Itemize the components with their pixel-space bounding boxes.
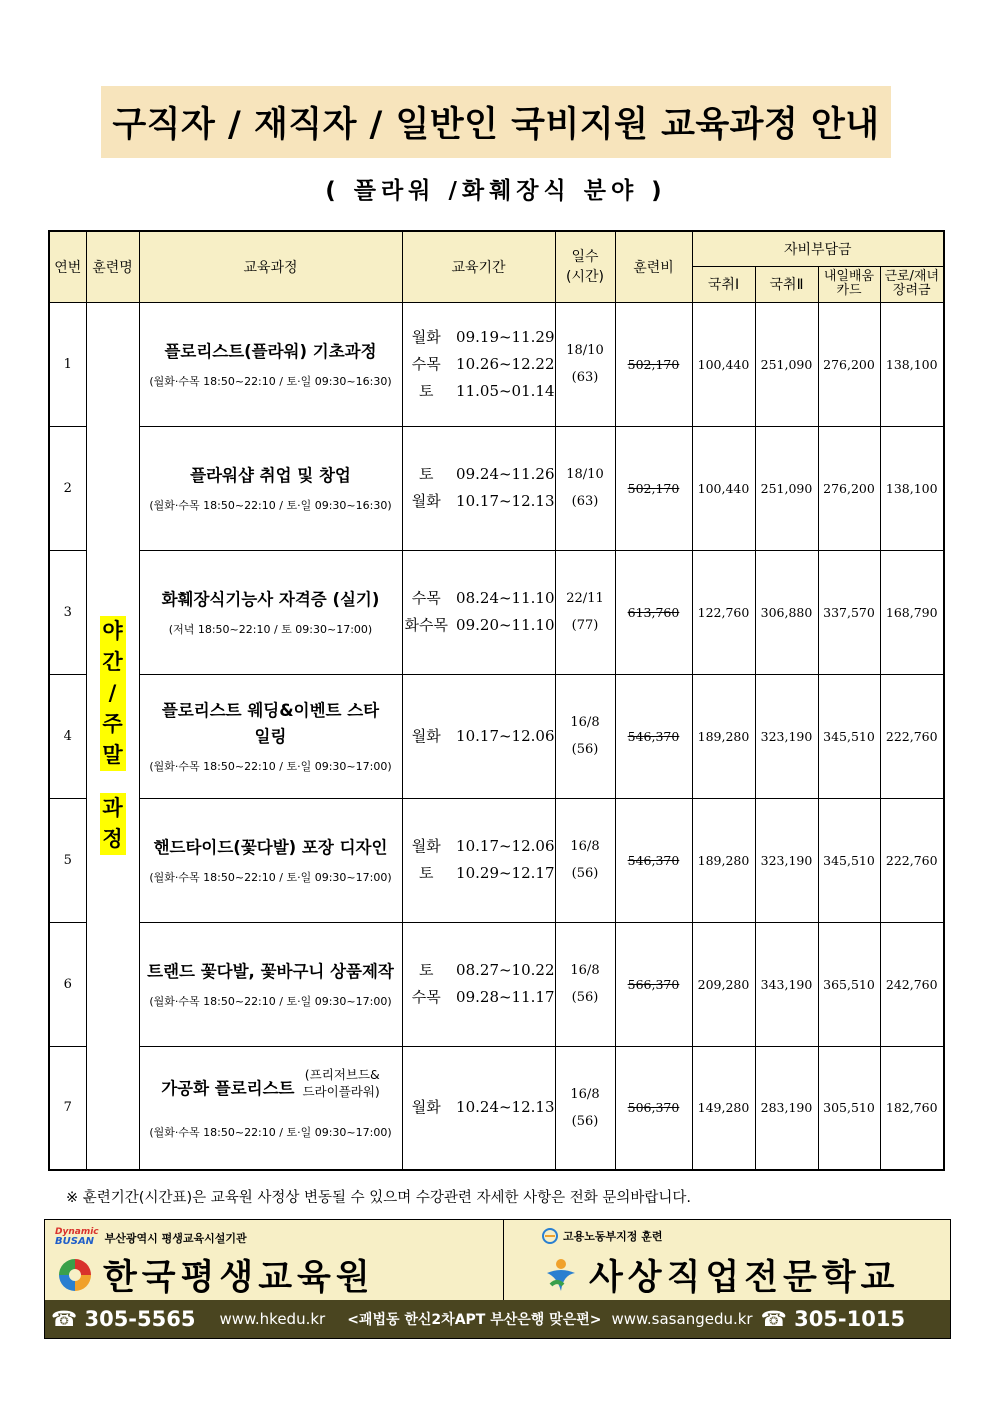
worker-cell: 182,760	[880, 1046, 944, 1170]
logo-top-text: Dynamic	[55, 1227, 99, 1237]
days-cell	[555, 426, 615, 550]
days-cell	[555, 674, 615, 798]
days-cell	[555, 302, 615, 426]
period-line	[403, 488, 555, 515]
page-subtitle: ( 플라워 /화훼장식 분야 )	[325, 178, 667, 204]
course-name: 화훼장식기능사 자격증 (실기)	[161, 590, 380, 609]
days-value: 18/10	[566, 343, 604, 358]
right-sub-label: 고용노동부지정 훈련	[563, 1230, 663, 1243]
fee-cell: 506,370	[615, 1046, 692, 1170]
sasang-logo-icon	[541, 1255, 581, 1295]
period-date: 09.28~11.17	[456, 988, 555, 1006]
row-number: 2	[49, 426, 86, 550]
footer-right-subtitle	[541, 1228, 662, 1244]
footer-left-subtitle	[55, 1228, 247, 1247]
row-number: 7	[49, 1046, 86, 1170]
training-name-char: 과	[100, 793, 126, 824]
course-cell	[139, 426, 402, 550]
period-date: 08.27~10.22	[456, 961, 555, 979]
table-row	[49, 302, 944, 426]
fee-cell: 546,370	[615, 798, 692, 922]
training-name-char: 주	[100, 709, 126, 740]
period-line	[403, 351, 555, 378]
header-training-name: 훈련명	[86, 231, 139, 302]
footer-right-name	[541, 1250, 899, 1300]
course-name: 트랜드 꽃다발, 꽃바구니 상품제작	[147, 962, 394, 981]
period-cell	[402, 550, 555, 674]
fee-cell: 613,760	[615, 550, 692, 674]
training-name-cell	[86, 302, 139, 1170]
national2-cell: 343,190	[755, 922, 818, 1046]
period-date: 10.29~12.17	[456, 864, 555, 882]
footer	[44, 1219, 951, 1339]
course-time: (저녁 18:50~22:10 / 토 09:30~17:00)	[168, 623, 373, 636]
course-cell	[139, 922, 402, 1046]
header-days: 일수 (시간)	[555, 231, 615, 302]
header-self-pay: 자비부담금	[692, 231, 944, 266]
national2-cell: 283,190	[755, 1046, 818, 1170]
period-date: 11.05~01.14	[456, 381, 555, 400]
period-day: 월화	[411, 492, 441, 510]
course-cell	[139, 674, 402, 798]
course-cell	[139, 1046, 402, 1170]
period-cell	[402, 302, 555, 426]
national2-cell: 251,090	[755, 302, 818, 426]
table-row	[49, 674, 944, 798]
header-national1: 국취Ⅰ	[692, 266, 755, 302]
training-name-char: 정	[100, 824, 126, 855]
national2-cell: 251,090	[755, 426, 818, 550]
training-name-char: 말	[100, 740, 126, 771]
period-day: 수목	[411, 589, 441, 607]
period-date: 09.20~11.10	[456, 616, 555, 634]
period-line	[403, 1094, 555, 1121]
spacer	[87, 771, 139, 793]
period-date: 10.17~12.13	[456, 492, 555, 510]
period-day: 월화	[411, 726, 441, 745]
course-time: (월화·수목 18:50~22:10 / 토·일 09:30~17:00)	[149, 995, 392, 1008]
course-time: (월화·수목 18:50~22:10 / 토·일 09:30~17:00)	[149, 1125, 392, 1139]
days-value: 16/8	[570, 1086, 600, 1102]
card-cell: 365,510	[818, 922, 880, 1046]
header-period: 교육기간	[402, 231, 555, 302]
period-date: 09.19~11.29	[456, 327, 555, 346]
fee-cell: 566,370	[615, 922, 692, 1046]
fee-cell: 546,370	[615, 674, 692, 798]
page-title: 구직자 / 재직자 / 일반인 국비지원 교육과정 안내	[112, 105, 880, 145]
table-row	[49, 922, 944, 1046]
period-date: 10.24~12.13	[456, 1098, 555, 1117]
period-line	[403, 984, 555, 1011]
phone-2: ☎ 305-1015	[760, 1307, 906, 1331]
period-line	[403, 723, 555, 750]
national1-cell: 209,280	[692, 922, 755, 1046]
period-date: 10.17~12.06	[456, 837, 555, 855]
period-day: 월화	[411, 327, 441, 346]
period-date: 09.24~11.26	[456, 465, 555, 483]
row-number: 6	[49, 922, 86, 1046]
left-sub-label: 부산광역시 평생교육시설기관	[104, 1231, 247, 1245]
e-logo-icon	[541, 1228, 559, 1244]
training-name-char: 야	[100, 616, 126, 647]
period-cell	[402, 426, 555, 550]
period-day: 토	[419, 864, 434, 882]
period-line	[403, 612, 555, 639]
period-day: 월화	[411, 1098, 441, 1117]
dynamic-busan-logo	[55, 1228, 99, 1247]
days-value: 18/10	[566, 467, 604, 482]
hk-edu-logo-icon	[55, 1255, 95, 1295]
course-table	[48, 230, 945, 1171]
period-day: 화수목	[404, 616, 449, 634]
fee-cell: 502,170	[615, 302, 692, 426]
row-number: 1	[49, 302, 86, 426]
hours-value: (56)	[571, 990, 599, 1005]
header-course: 교육과정	[139, 231, 402, 302]
national1-cell: 149,280	[692, 1046, 755, 1170]
right-school-name: 사상직업전문학교	[589, 1258, 900, 1298]
address: <괘법동 한신2차APT 부산은행 맞은편>	[347, 1312, 602, 1328]
national2-cell: 323,190	[755, 674, 818, 798]
course-time: (월화·수목 18:50~22:10 / 토·일 09:30~17:00)	[149, 871, 392, 884]
national1-cell: 122,760	[692, 550, 755, 674]
worker-cell: 138,100	[880, 302, 944, 426]
course-name: 가공화 플로리스트	[161, 1078, 295, 1098]
national1-cell: 189,280	[692, 674, 755, 798]
days-value: 16/8	[570, 839, 600, 854]
period-day: 토	[419, 465, 434, 483]
national2-cell: 323,190	[755, 798, 818, 922]
hours-value: (56)	[571, 742, 599, 757]
period-date: 10.26~12.22	[456, 354, 555, 373]
course-time: (월화·수목 18:50~22:10 / 토·일 09:30~17:00)	[149, 760, 392, 773]
days-value: 16/8	[570, 963, 600, 978]
row-number: 5	[49, 798, 86, 922]
course-cell	[139, 550, 402, 674]
period-cell	[402, 922, 555, 1046]
course-cell	[139, 798, 402, 922]
course-time: (월화·수목 18:50~22:10 / 토·일 09:30~16:30)	[149, 375, 392, 388]
footer-left-name	[55, 1250, 375, 1300]
period-day: 토	[419, 961, 434, 979]
logo-bottom-text: BUSAN	[55, 1236, 95, 1247]
footer-contact-bar	[45, 1300, 950, 1338]
url-1[interactable]: www.hkedu.kr	[219, 1310, 326, 1328]
period-day: 수목	[411, 988, 441, 1006]
period-date: 10.17~12.06	[456, 726, 555, 745]
header-card: 내일배움 카드	[818, 266, 880, 302]
worker-cell: 242,760	[880, 922, 944, 1046]
card-cell: 345,510	[818, 798, 880, 922]
period-day: 수목	[411, 354, 441, 373]
hours-value: (77)	[571, 618, 599, 633]
national1-cell: 100,440	[692, 302, 755, 426]
period-line	[403, 957, 555, 984]
card-cell: 276,200	[818, 302, 880, 426]
note-text: ※ 훈련기간(시간표)은 교육원 사정상 변동될 수 있으며 수강관련 자세한 사항은 전화 문의바랍니다.	[66, 1190, 692, 1206]
period-line	[403, 461, 555, 488]
table-row	[49, 550, 944, 674]
title-banner	[101, 86, 891, 158]
course-name: 플라워샵 취업 및 창업	[190, 466, 351, 485]
days-value: 22/11	[566, 591, 604, 606]
period-line	[403, 585, 555, 612]
fee-cell: 502,170	[615, 426, 692, 550]
course-note: (프리저브드& 드라이플라워)	[302, 1066, 380, 1099]
days-cell	[555, 550, 615, 674]
worker-cell: 138,100	[880, 426, 944, 550]
period-line	[403, 860, 555, 887]
header-no: 연번	[49, 231, 86, 302]
period-cell	[402, 674, 555, 798]
days-cell	[555, 798, 615, 922]
worker-cell: 222,760	[880, 674, 944, 798]
left-school-name: 한국평생교육원	[103, 1258, 375, 1298]
hours-value: (56)	[571, 1113, 599, 1129]
national1-cell: 189,280	[692, 798, 755, 922]
period-line	[403, 833, 555, 860]
training-name-char: 간	[100, 647, 126, 678]
table-row	[49, 1046, 944, 1170]
header-national2: 국취Ⅱ	[755, 266, 818, 302]
worker-cell: 168,790	[880, 550, 944, 674]
days-cell	[555, 1046, 615, 1170]
training-name-char: /	[100, 678, 126, 709]
period-date: 08.24~11.10	[456, 589, 555, 607]
period-cell	[402, 798, 555, 922]
national2-cell: 306,880	[755, 550, 818, 674]
period-cell	[402, 1046, 555, 1170]
card-cell: 305,510	[818, 1046, 880, 1170]
course-cell	[139, 302, 402, 426]
table-row	[49, 798, 944, 922]
phone-1: ☎ 305-5565	[51, 1307, 196, 1331]
days-cell	[555, 922, 615, 1046]
course-time: (월화·수목 18:50~22:10 / 토·일 09:30~16:30)	[149, 499, 392, 512]
hours-value: (63)	[571, 494, 599, 509]
card-cell: 276,200	[818, 426, 880, 550]
period-day: 월화	[411, 837, 441, 855]
national1-cell: 100,440	[692, 426, 755, 550]
period-line	[403, 324, 555, 351]
course-name: 핸드타이드(꽃다발) 포장 디자인	[153, 838, 388, 857]
row-number: 4	[49, 674, 86, 798]
header-fee: 훈련비	[615, 231, 692, 302]
course-name: 플로리스트 웨딩&이벤트 스타일링	[161, 701, 380, 746]
row-number: 3	[49, 550, 86, 674]
worker-cell: 222,760	[880, 798, 944, 922]
card-cell: 337,570	[818, 550, 880, 674]
footer-divider	[503, 1220, 504, 1300]
days-value: 16/8	[570, 715, 600, 730]
course-name: 플로리스트(플라워) 기초과정	[164, 342, 377, 361]
header-worker: 근로/재녀 장려금	[880, 266, 944, 302]
card-cell: 345,510	[818, 674, 880, 798]
footer-top	[45, 1220, 950, 1300]
url-2[interactable]: www.sasangedu.kr	[611, 1310, 753, 1328]
period-line	[403, 378, 555, 405]
hours-value: (56)	[571, 866, 599, 881]
hours-value: (63)	[571, 370, 599, 385]
table-row	[49, 426, 944, 550]
period-day: 토	[419, 381, 434, 400]
